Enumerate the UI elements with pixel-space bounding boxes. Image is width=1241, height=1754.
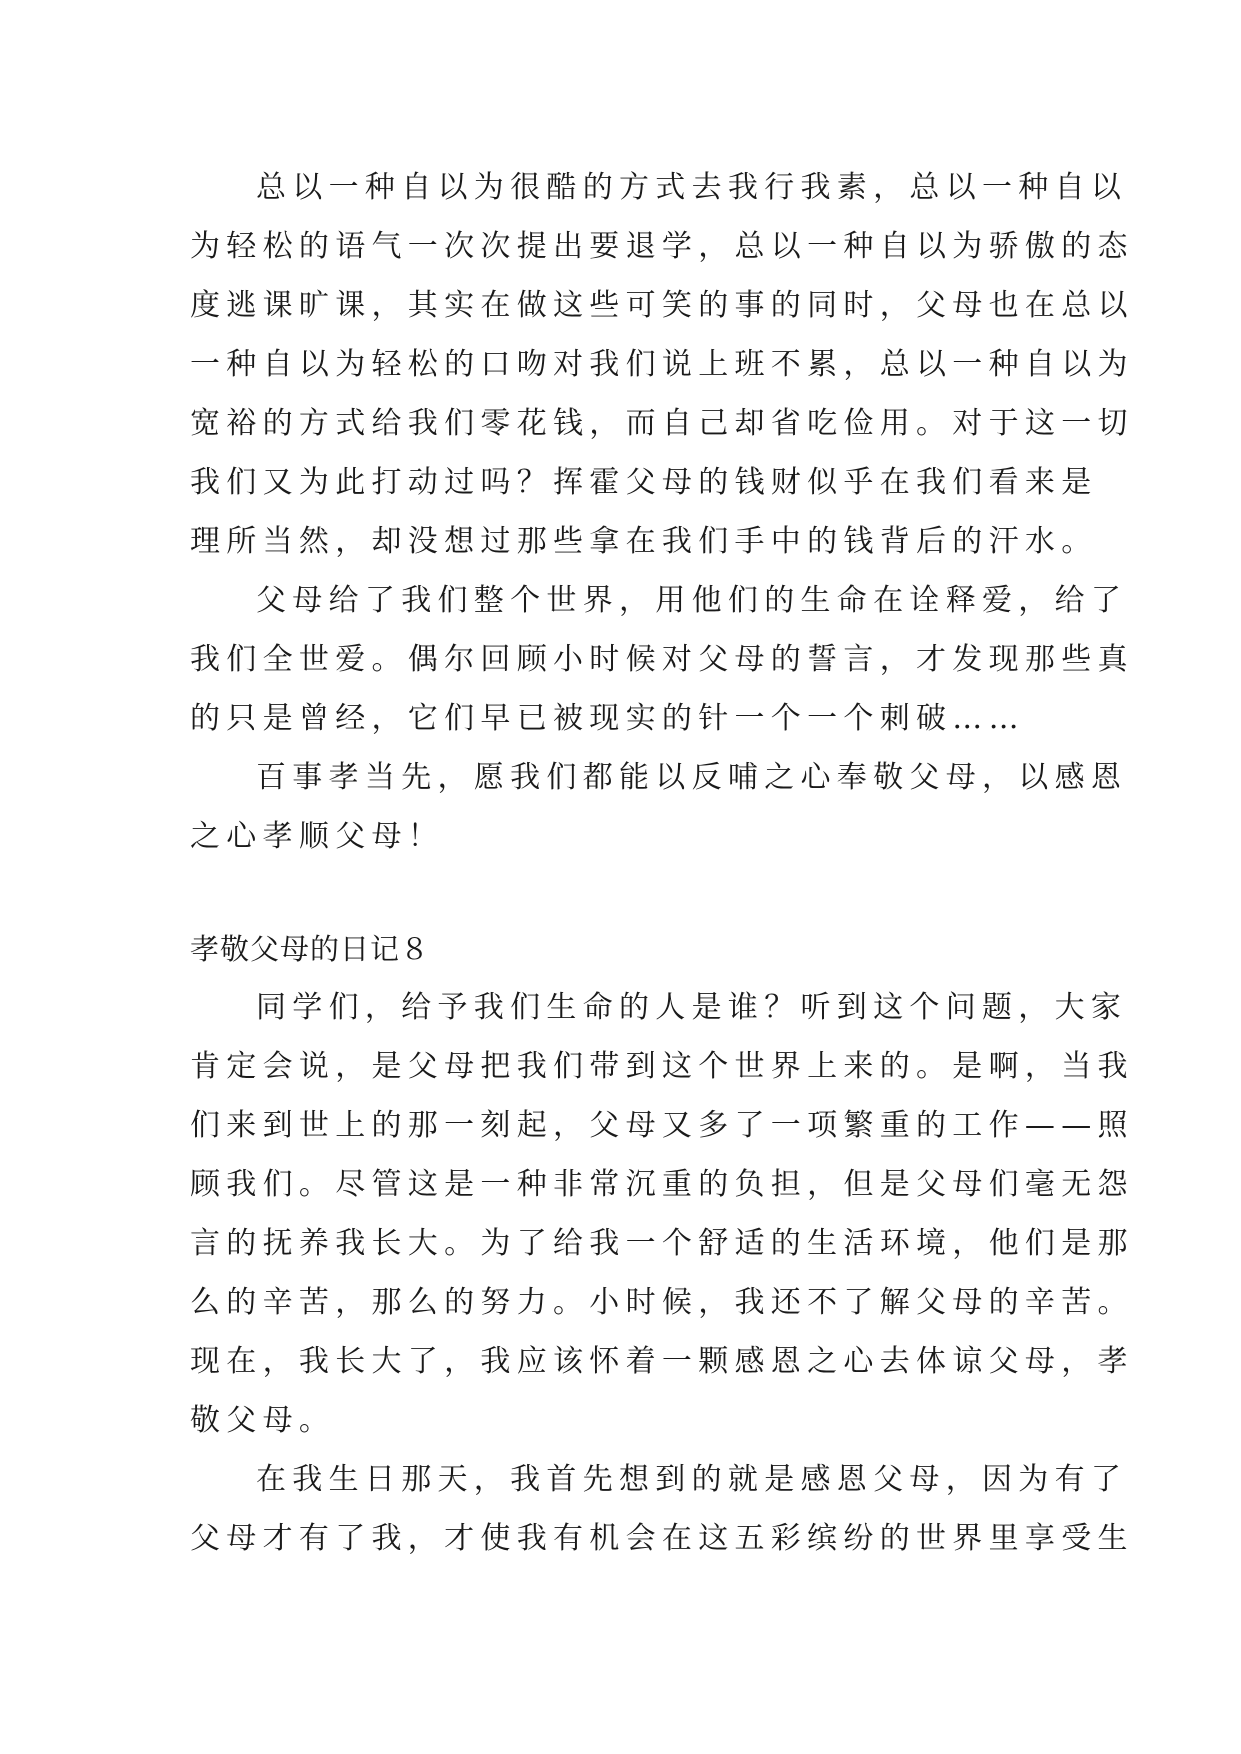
paragraph-4-line-6: 么的辛苦，那么的努力。小时候，我还不了解父母的辛苦。 (190, 1285, 1134, 1320)
paragraph-1-line-4: 一种自以为轻松的口吻对我们说上班不累，总以一种自以为 (190, 347, 1134, 382)
paragraph-4-line-1: 同学们，给予我们生命的人是谁？听到这个问题，大家 (256, 990, 1128, 1025)
section-heading: 孝敬父母的日记８ (190, 932, 431, 966)
paragraph-1-line-7: 理所当然，却没想过那些拿在我们手中的钱背后的汗水。 (190, 524, 1098, 559)
paragraph-1-line-5: 宽裕的方式给我们零花钱，而自己却省吃俭用。对于这一切 (190, 406, 1134, 441)
paragraph-4-line-8: 敬父母。 (190, 1403, 336, 1438)
paragraph-4-line-4: 顾我们。尽管这是一种非常沉重的负担，但是父母们毫无怨 (190, 1167, 1134, 1202)
paragraph-4-line-2: 肯定会说，是父母把我们带到这个世界上来的。是啊，当我 (190, 1049, 1134, 1084)
paragraph-2-line-3: 的只是曾经，它们早已被现实的针一个一个刺破…… (190, 701, 1025, 736)
paragraph-5-line-1: 在我生日那天，我首先想到的就是感恩父母，因为有了 (256, 1462, 1128, 1497)
paragraph-4-line-7: 现在，我长大了，我应该怀着一颗感恩之心去体谅父母，孝 (190, 1344, 1134, 1379)
paragraph-3-line-2: 之心孝顺父母！ (190, 819, 445, 854)
paragraph-2-line-1: 父母给了我们整个世界，用他们的生命在诠释爱，给了 (256, 583, 1128, 618)
paragraph-1-line-2: 为轻松的语气一次次提出要退学，总以一种自以为骄傲的态 (190, 229, 1134, 264)
paragraph-3-line-1: 百事孝当先，愿我们都能以反哺之心奉敬父母，以感恩 (256, 760, 1128, 795)
paragraph-4-line-3: 们来到世上的那一刻起，父母又多了一项繁重的工作——照 (190, 1108, 1134, 1143)
paragraph-2-line-2: 我们全世爱。偶尔回顾小时候对父母的誓言，才发现那些真 (190, 642, 1134, 677)
paragraph-5-line-2: 父母才有了我，才使我有机会在这五彩缤纷的世界里享受生 (190, 1521, 1134, 1556)
paragraph-1-line-6: 我们又为此打动过吗？挥霍父母的钱财似乎在我们看来是 (190, 465, 1098, 500)
paragraph-1-line-3: 度逃课旷课，其实在做这些可笑的事的同时，父母也在总以 (190, 288, 1134, 323)
paragraph-4-line-5: 言的抚养我长大。为了给我一个舒适的生活环境，他们是那 (190, 1226, 1134, 1261)
paragraph-1-line-1: 总以一种自以为很酷的方式去我行我素，总以一种自以 (256, 170, 1128, 205)
